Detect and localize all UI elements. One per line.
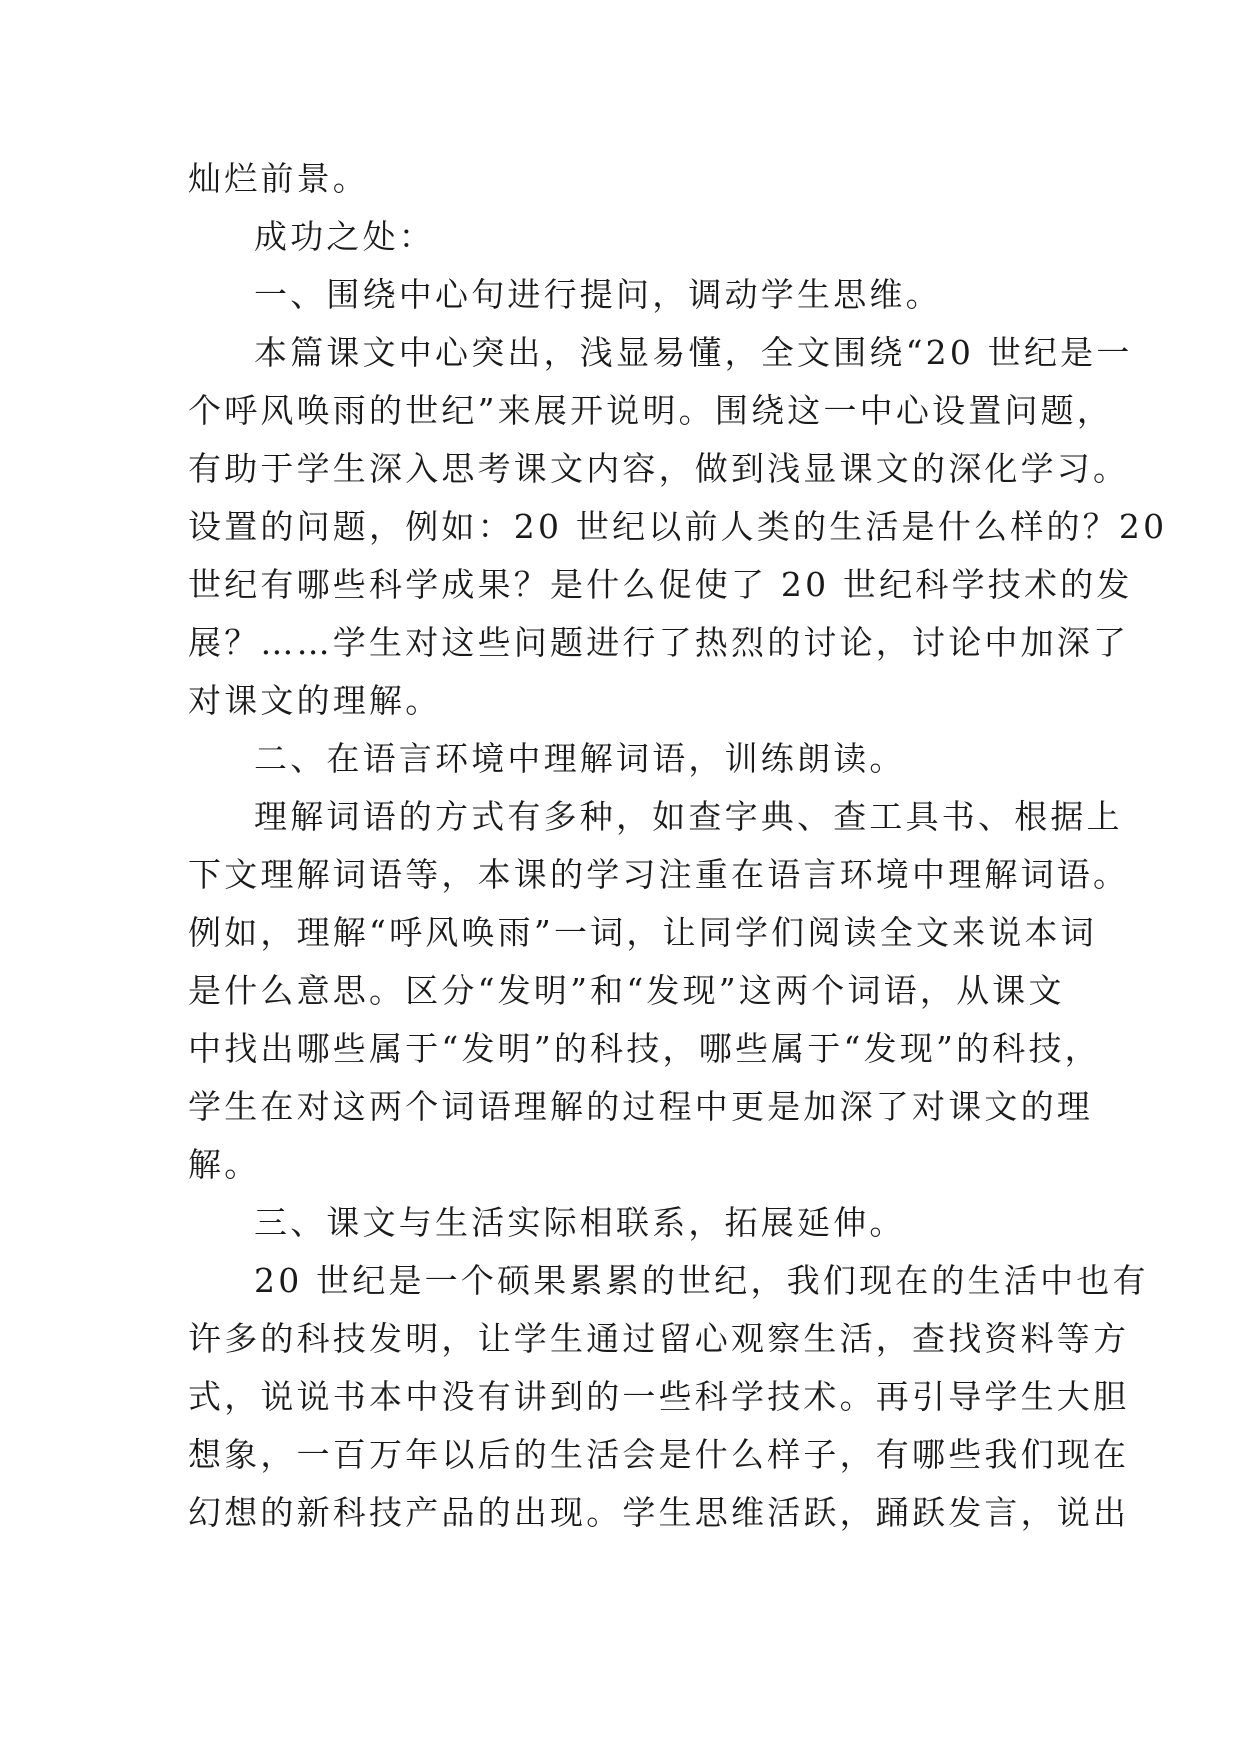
text-line: 有助于学生深入思考课文内容，做到浅显课文的深化学习。 bbox=[188, 449, 1130, 488]
text-line: 中找出哪些属于“发明”的科技，哪些属于“发现”的科技， bbox=[188, 1029, 1101, 1068]
text-line: 世纪有哪些科学成果？是什么促使了 20 世纪科学技术的发 bbox=[188, 565, 1133, 604]
text-line: 对课文的理解。 bbox=[188, 681, 442, 720]
section-heading: 二、在语言环境中理解词语，训练朗读。 bbox=[254, 739, 906, 778]
document-page bbox=[188, 150, 1168, 1542]
text-line: 式，说说书本中没有讲到的一些科学技术。再引导学生大胆 bbox=[188, 1377, 1130, 1416]
text-line: 20 世纪是一个硕果累累的世纪，我们现在的生活中也有 bbox=[254, 1261, 1149, 1300]
text-line: 想象，一百万年以后的生活会是什么样子，有哪些我们现在 bbox=[188, 1435, 1130, 1474]
text-line: 例如，理解“呼风唤雨”一词，让同学们阅读全文来说本词 bbox=[188, 913, 1097, 952]
text-line: 理解词语的方式有多种，如查字典、查工具书、根据上 bbox=[254, 797, 1123, 836]
text-line: 灿烂前景。 bbox=[188, 159, 369, 198]
text-line: 下文理解词语等，本课的学习注重在语言环境中理解词语。 bbox=[188, 855, 1130, 894]
section-heading: 三、课文与生活实际相联系，拓展延伸。 bbox=[254, 1203, 906, 1242]
section-heading: 成功之处： bbox=[254, 217, 435, 256]
text-line: 许多的科技发明，让学生通过留心观察生活，查找资料等方 bbox=[188, 1319, 1130, 1358]
text-line: 解。 bbox=[188, 1145, 261, 1184]
text-line: 幻想的新科技产品的出现。学生思维活跃，踊跃发言，说出 bbox=[188, 1493, 1130, 1532]
section-heading: 一、围绕中心句进行提问，调动学生思维。 bbox=[254, 275, 942, 314]
text-line: 展？……学生对这些问题进行了热烈的讨论，讨论中加深了 bbox=[188, 623, 1130, 662]
text-line: 设置的问题，例如：20 世纪以前人类的生活是什么样的？20 bbox=[188, 507, 1168, 546]
text-line: 学生在对这两个词语理解的过程中更是加深了对课文的理 bbox=[188, 1087, 1093, 1126]
text-line: 本篇课文中心突出，浅显易懂，全文围绕“20 世纪是一 bbox=[254, 333, 1133, 372]
text-line: 个呼风唤雨的世纪”来展开说明。围绕这一中心设置问题， bbox=[188, 391, 1114, 430]
text-line: 是什么意思。区分“发明”和“发现”这两个词语，从课文 bbox=[188, 971, 1065, 1010]
